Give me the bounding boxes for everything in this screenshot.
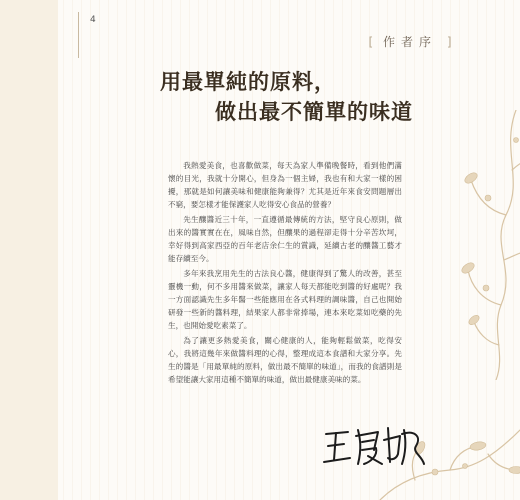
binding-strip: [0, 0, 58, 500]
page-number: 4: [90, 15, 96, 25]
author-signature: [318, 420, 428, 470]
title-line-1: 用最單純的原料，: [160, 69, 336, 94]
preface-body: [168, 159, 402, 388]
page-number-rule: [78, 12, 79, 58]
section-label: [350, 33, 470, 50]
section-label-text: 作者序: [382, 35, 437, 49]
paragraph-2: 先生釀醬近三十年，一直遵循最傳統的方法，堅守良心原則，做出來的醬實實在在，風味自然，但釀果的過程卻走得十分辛苦坎坷，幸好得到高家西亞的百年老店余仁生的賞識，延續古老的釀醬工藝才能存續至今。: [168, 215, 402, 263]
right-bracket: ]: [446, 35, 452, 49]
left-bracket: [: [368, 35, 374, 49]
paragraph-1: 我熱愛美食，也喜歡做菜，每天為家人準備晚餐時，看到他們滿懷的目光，我就十分開心，但身為一個主婦，我也有和大家一樣的困擾，那就是如何讓美味和健康能夠兼得？尤其是近年來食安問題層出不窮，要怎樣才能保護家人吃得安心食品的營養？: [168, 161, 402, 209]
title-line-2: 做出最不簡單的味道: [215, 99, 413, 124]
floral-ornament-icon: [446, 110, 520, 380]
paragraph-4: 為了讓更多熱愛美食，關心健康的人，能夠輕鬆做菜，吃得安心，我將這幾年來做醬料理的心得，整理成這本食譜和大家分享。先生的醬是「用最單純的原料，做出最不簡單的味道」，而我的食譜則是希望能讓大家用這種不簡單的味道，做出最健康美味的菜。: [168, 336, 402, 384]
paragraph-3: 多年來我烹用先生的古法良心醬，健康得到了驚人的改善，甚至靈機一動，何不多用醬來做菜，讓家人每天都能吃到醬的好處呢？我一方面認識先生多年醫一些能應用在各式料理的調味醬，自己也開始研發一些新的醬料理，結果家人都非常捧場，連本來吃菜如吃藥的先生，也開始愛吃素菜了。: [168, 269, 402, 330]
